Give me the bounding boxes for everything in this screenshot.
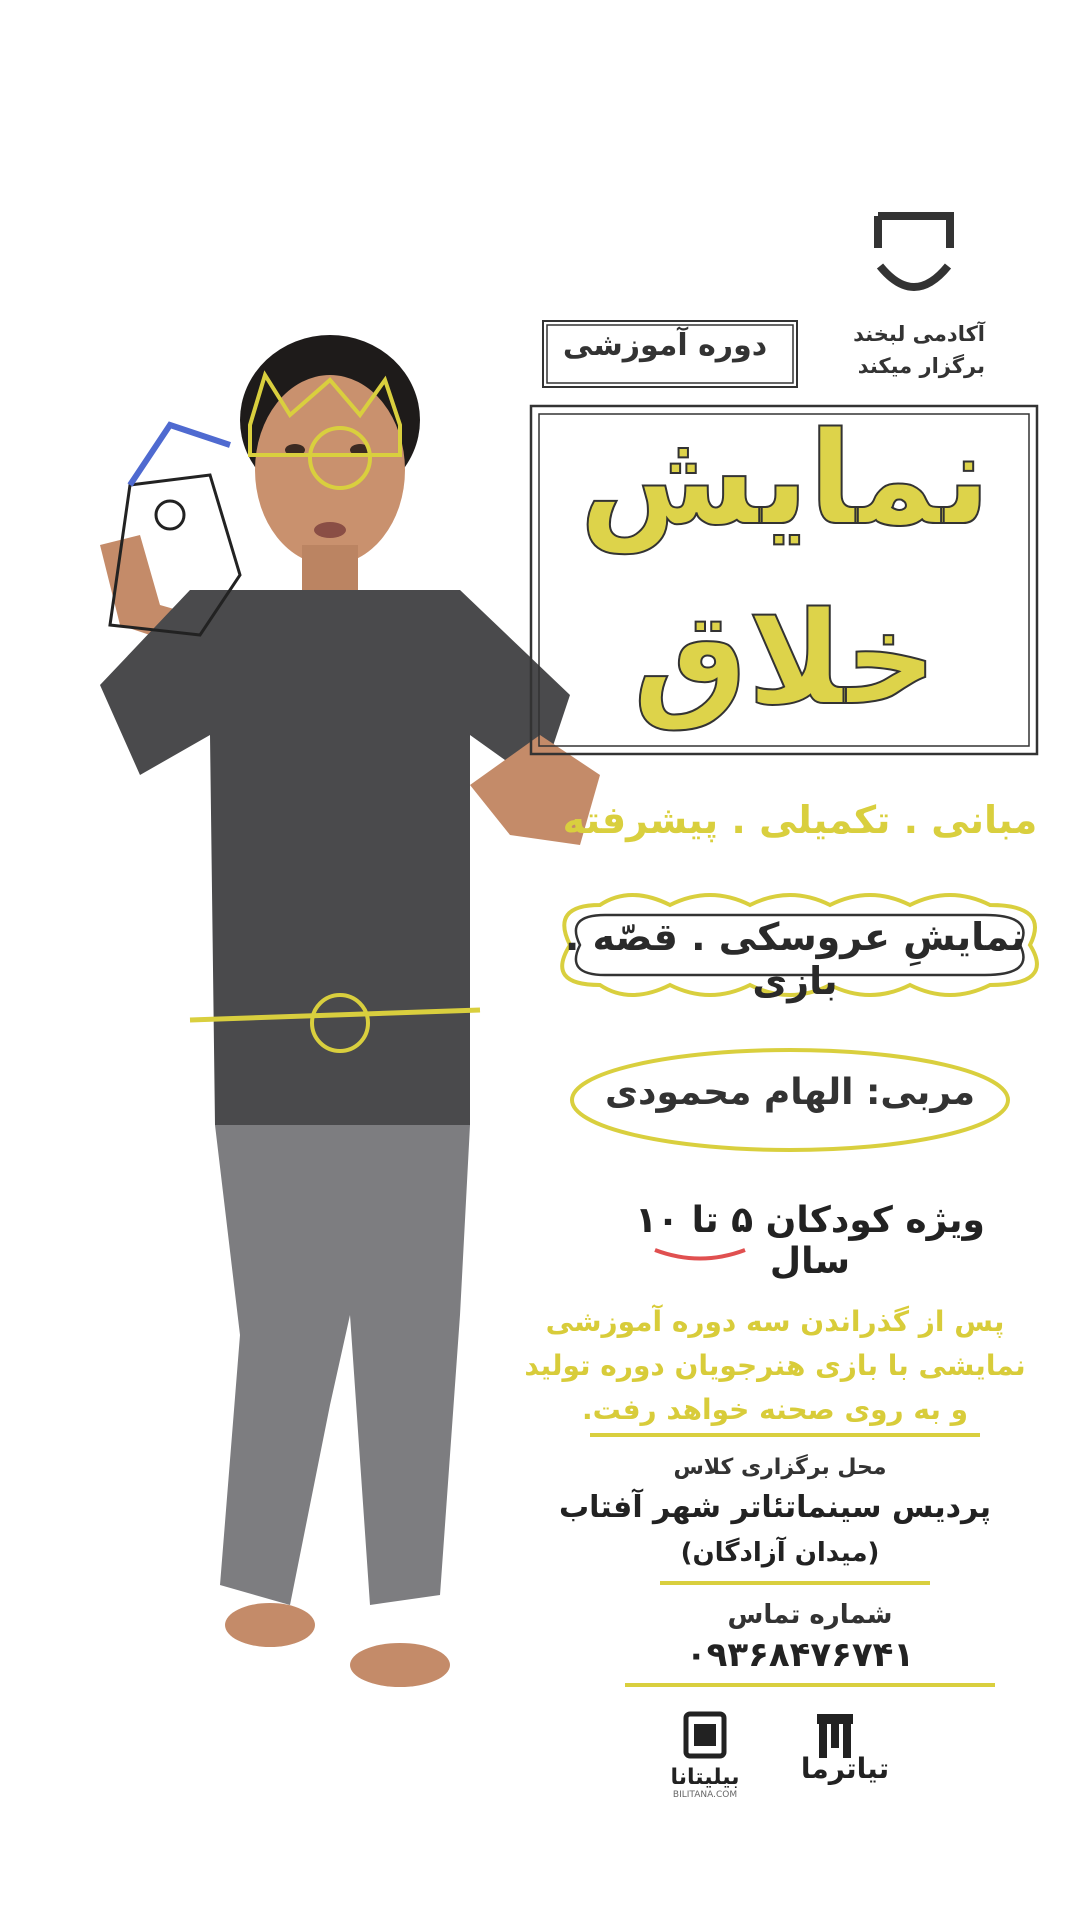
description-line-3: و به روی صحنه خواهد رفت. — [581, 1393, 969, 1426]
bilitana-logo-icon — [680, 1710, 730, 1760]
organizer-text — [853, 318, 985, 382]
course-title-line1: نمایش — [579, 405, 991, 554]
organizer-name: آکادمی لبخند — [853, 322, 985, 346]
organizer-action: برگزار میکند — [857, 354, 985, 378]
course-genres: نمایشِ عروسکی . قصّه . بازی — [564, 915, 1026, 1003]
bilitana-name: بیلیتانا — [670, 1765, 740, 1790]
venue-name: پردیس سینماتئاتر شهر آفتاب — [559, 1490, 991, 1525]
course-levels: مبانی . تکمیلی . پیشرفته — [562, 798, 1038, 842]
bilitana-url: BILITANA.COM — [672, 1790, 738, 1800]
contact-underline — [625, 1680, 995, 1690]
contact-phone[interactable]: ۰۹۳۶۸۴۷۶۷۴۱ — [685, 1635, 915, 1675]
description-line-2: نمایشی با بازی هنرجویان دوره تولید — [524, 1349, 1026, 1382]
venue-location: (میدان آزادگان) — [680, 1538, 880, 1568]
instructor-name: مربی: الهام محمودی — [604, 1072, 976, 1113]
contact-label: شماره تماس — [727, 1600, 893, 1630]
course-title-line2: خلاق — [633, 585, 937, 734]
venue-label: محل برگزاری کلاس — [673, 1455, 887, 1480]
smile-academy-logo-icon — [868, 208, 960, 308]
description-underline — [590, 1430, 980, 1440]
age-underline — [650, 1245, 750, 1263]
age-range: ویژه کودکان ۵ تا ۱۰ سال — [635, 1200, 985, 1282]
venue-underline — [660, 1578, 930, 1588]
tiyatrma-name: تیاترما — [800, 1752, 890, 1785]
description-line-1: پس از گذراندن سه دوره آموزشی — [545, 1305, 1005, 1338]
course-description — [520, 1300, 1030, 1432]
course-label: دوره آموزشی — [562, 328, 768, 363]
